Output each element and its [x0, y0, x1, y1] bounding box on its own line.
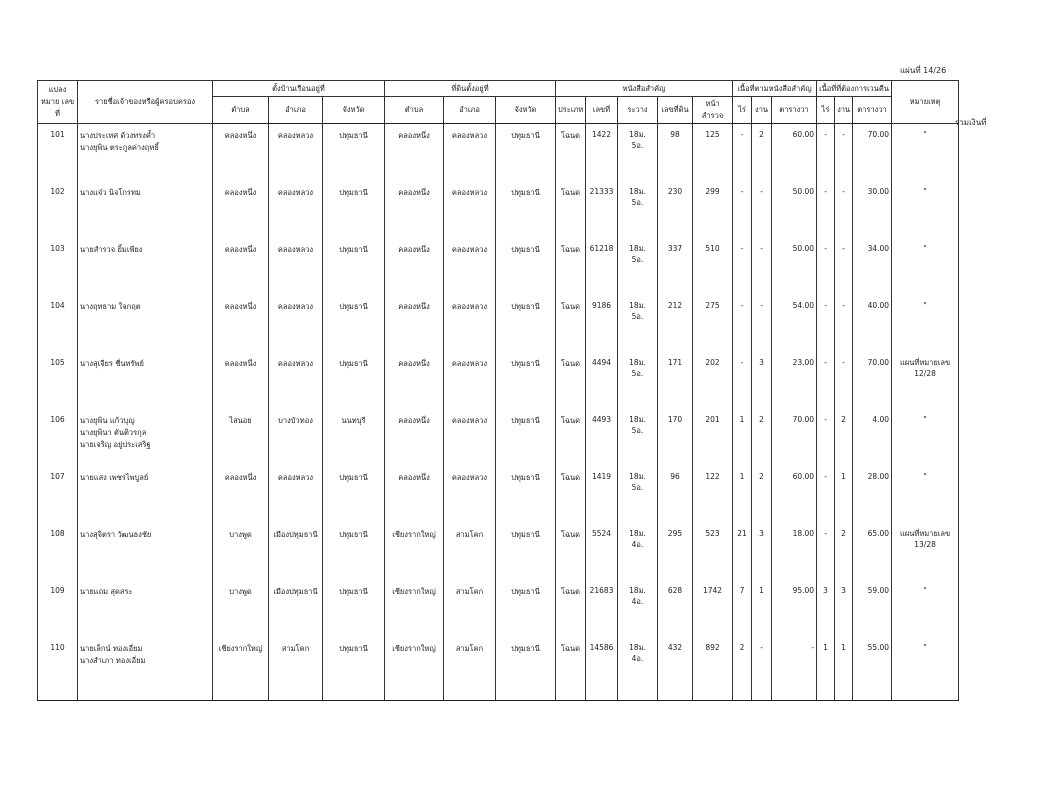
- owner-names-line: นางยุพิน แก้วบุญ: [80, 416, 135, 425]
- cell-deed-sqwa: 50.00: [772, 238, 817, 295]
- header-deed-area: เนื้อที่ตามหนังสือสำคัญ: [733, 81, 817, 97]
- cell-land-no: 170: [658, 409, 693, 466]
- cell-residence-tambon: คลองหนึ่ง: [213, 124, 269, 182]
- cell-volume: [618, 409, 658, 466]
- cell-doc-type: โฉนด: [556, 238, 586, 295]
- cell-residence-amphoe: คลองหลวง: [269, 295, 323, 352]
- cell-land-tambon: คลองหนึ่ง: [385, 352, 444, 409]
- cell-deed-rai: -: [733, 124, 752, 182]
- header-parcel-no: แปลง หมาย เลขที่: [38, 81, 78, 124]
- cell-land-changwat: ปทุมธานี: [496, 352, 556, 409]
- cell-residence-changwat: ปทุมธานี: [323, 295, 385, 352]
- cell-deed-sqwa: -: [772, 637, 817, 701]
- land-register-table: [37, 80, 959, 701]
- table-row: [38, 466, 959, 523]
- cell-doc-type: โฉนด: [556, 523, 586, 580]
- cell-doc-no: 1419: [586, 466, 618, 523]
- owner-names-line: นางสุเจียร ชื่นทรัพย์: [80, 359, 144, 368]
- cell-land-amphoe: คลองหลวง: [444, 409, 496, 466]
- header-take-sqwa: ตารางวา: [853, 97, 892, 124]
- cell-deed-ngan: -: [752, 637, 772, 701]
- cell-residence-tambon: คลองหนึ่ง: [213, 181, 269, 238]
- header-title-deed: หนังสือสำคัญ: [556, 81, 733, 97]
- header-residence-tambon: ตำบล: [213, 97, 269, 124]
- cell-residence-tambon: เชียงรากใหญ่: [213, 637, 269, 701]
- header-survey-page: หน้าสำรวจ: [693, 97, 733, 124]
- cell-land-no: 96: [658, 466, 693, 523]
- cell-owner-names: [78, 238, 213, 295]
- cell-survey-page: 125: [693, 124, 733, 182]
- volume-line: 5อ.: [631, 482, 644, 492]
- cell-residence-tambon: ไสนอย: [213, 409, 269, 466]
- cell-residence-amphoe: บางบัวทอง: [269, 409, 323, 466]
- header-residence-changwat: จังหวัด: [323, 97, 385, 124]
- cell-volume: [618, 580, 658, 637]
- cell-volume: [618, 238, 658, 295]
- cell-take-rai: -: [817, 466, 835, 523]
- table-row: [38, 580, 959, 637]
- cell-residence-tambon: บางพูด: [213, 580, 269, 637]
- cell-remark: [892, 181, 959, 238]
- table-row: [38, 409, 959, 466]
- cell-deed-rai: -: [733, 295, 752, 352]
- table-row: [38, 352, 959, 409]
- cell-remark: [892, 466, 959, 523]
- cell-residence-changwat: ปทุมธานี: [323, 352, 385, 409]
- cell-parcel-no: 110: [38, 637, 78, 701]
- cell-volume: [618, 466, 658, 523]
- table-row: [38, 523, 959, 580]
- cell-take-ngan: 3: [835, 580, 853, 637]
- cell-land-changwat: ปทุมธานี: [496, 637, 556, 701]
- cell-doc-no: 1422: [586, 124, 618, 182]
- cell-residence-changwat: ปทุมธานี: [323, 238, 385, 295]
- cell-survey-page: 122: [693, 466, 733, 523]
- cell-residence-amphoe: เมืองปทุมธานี: [269, 580, 323, 637]
- cell-land-changwat: ปทุมธานี: [496, 466, 556, 523]
- remark-line: 12/28: [914, 368, 936, 378]
- cell-parcel-no: 103: [38, 238, 78, 295]
- cell-parcel-no: 106: [38, 409, 78, 466]
- volume-line: 18ม.: [629, 301, 646, 310]
- volume-line: 4อ.: [631, 539, 644, 549]
- cell-survey-page: 275: [693, 295, 733, 352]
- cell-residence-amphoe: คลองหลวง: [269, 124, 323, 182]
- cell-residence-changwat: ปทุมธานี: [323, 466, 385, 523]
- cell-residence-amphoe: คลองหลวง: [269, 181, 323, 238]
- cell-take-ngan: -: [835, 352, 853, 409]
- volume-line: 18ม.: [629, 187, 646, 196]
- cell-volume: [618, 637, 658, 701]
- cell-remark: [892, 295, 959, 352]
- cell-take-sqwa: 28.00: [853, 466, 892, 523]
- header-land-tambon: ตำบล: [385, 97, 444, 124]
- cell-owner-names: [78, 352, 213, 409]
- cell-take-ngan: -: [835, 238, 853, 295]
- cell-take-ngan: 2: [835, 523, 853, 580]
- cell-land-amphoe: สามโคก: [444, 637, 496, 701]
- cell-remark: [892, 124, 959, 182]
- cell-deed-sqwa: 70.00: [772, 409, 817, 466]
- cell-survey-page: 523: [693, 523, 733, 580]
- cell-doc-type: โฉนด: [556, 409, 586, 466]
- cell-land-no: 295: [658, 523, 693, 580]
- owner-names-line: นายเจริญ อยู่ประเสริฐ: [80, 440, 151, 449]
- cell-land-amphoe: คลองหลวง: [444, 466, 496, 523]
- cell-take-rai: -: [817, 523, 835, 580]
- cell-parcel-no: 104: [38, 295, 78, 352]
- cell-residence-changwat: ปทุมธานี: [323, 637, 385, 701]
- cell-deed-sqwa: 23.00: [772, 352, 817, 409]
- volume-line: 18ม.: [629, 529, 646, 538]
- cell-doc-type: โฉนด: [556, 124, 586, 182]
- cell-deed-ngan: 2: [752, 409, 772, 466]
- cell-doc-no: 21333: [586, 181, 618, 238]
- owner-names-line: นายแถม สุดสระ: [80, 587, 133, 596]
- cell-deed-ngan: 3: [752, 523, 772, 580]
- volume-line: 4อ.: [631, 596, 644, 606]
- table-row: [38, 238, 959, 295]
- cell-volume: [618, 523, 658, 580]
- cell-doc-type: โฉนด: [556, 466, 586, 523]
- cell-volume: [618, 295, 658, 352]
- cell-doc-type: โฉนด: [556, 580, 586, 637]
- header-remark: หมายเหตุ: [892, 81, 959, 124]
- cell-remark: [892, 238, 959, 295]
- cell-take-rai: 3: [817, 580, 835, 637]
- header-land-no: เลขที่ดิน: [658, 97, 693, 124]
- volume-line: 5อ.: [631, 425, 644, 435]
- remark-line: ": [923, 244, 927, 253]
- volume-line: 18ม.: [629, 130, 646, 139]
- header-doc-no: เลขที่: [586, 97, 618, 124]
- cell-doc-no: 4493: [586, 409, 618, 466]
- cell-residence-changwat: นนทบุรี: [323, 409, 385, 466]
- cell-survey-page: 202: [693, 352, 733, 409]
- header-residence-amphoe: อำเภอ: [269, 97, 323, 124]
- cell-parcel-no: 102: [38, 181, 78, 238]
- cell-remark: [892, 523, 959, 580]
- cell-take-ngan: -: [835, 181, 853, 238]
- remark-line: 13/28: [914, 539, 936, 549]
- cell-parcel-no: 108: [38, 523, 78, 580]
- cell-owner-names: [78, 295, 213, 352]
- cell-owner-names: [78, 580, 213, 637]
- cell-take-rai: -: [817, 124, 835, 182]
- remark-line: ": [923, 130, 927, 139]
- side-note: รวมเงินที่: [955, 118, 987, 127]
- cell-take-rai: -: [817, 409, 835, 466]
- cell-take-sqwa: 40.00: [853, 295, 892, 352]
- cell-volume: [618, 124, 658, 182]
- owner-names-line: นายสำรวจ ยิ้มเพียง: [80, 245, 143, 254]
- cell-deed-rai: 2: [733, 637, 752, 701]
- volume-line: 18ม.: [629, 358, 646, 367]
- cell-land-tambon: คลองหนึ่ง: [385, 181, 444, 238]
- cell-land-tambon: คลองหนึ่ง: [385, 409, 444, 466]
- volume-line: 18ม.: [629, 643, 646, 652]
- cell-land-tambon: เชียงรากใหญ่: [385, 637, 444, 701]
- cell-land-no: 628: [658, 580, 693, 637]
- cell-residence-amphoe: สามโคก: [269, 637, 323, 701]
- table-row: [38, 181, 959, 238]
- cell-deed-sqwa: 18.00: [772, 523, 817, 580]
- cell-doc-no: 9186: [586, 295, 618, 352]
- volume-line: 18ม.: [629, 586, 646, 595]
- remark-line: ": [923, 586, 927, 595]
- cell-take-sqwa: 30.00: [853, 181, 892, 238]
- header-land-amphoe: อำเภอ: [444, 97, 496, 124]
- remark-line: ": [923, 301, 927, 310]
- cell-deed-rai: 7: [733, 580, 752, 637]
- remark-line: แผนที่หมายเลข: [900, 529, 951, 538]
- cell-volume: [618, 352, 658, 409]
- header-owner: รายชื่อเจ้าของหรือผู้ครอบครอง: [78, 81, 213, 124]
- cell-take-sqwa: 70.00: [853, 352, 892, 409]
- header-residence: ตั้งบ้านเรือนอยู่ที่: [213, 81, 385, 97]
- cell-take-sqwa: 59.00: [853, 580, 892, 637]
- cell-take-rai: -: [817, 295, 835, 352]
- cell-take-sqwa: 34.00: [853, 238, 892, 295]
- header-land-changwat: จังหวัด: [496, 97, 556, 124]
- cell-residence-tambon: คลองหนึ่ง: [213, 295, 269, 352]
- volume-line: 5อ.: [631, 140, 644, 150]
- header-deed-ngan: งาน: [752, 97, 772, 124]
- cell-take-sqwa: 4.00: [853, 409, 892, 466]
- cell-land-amphoe: คลองหลวง: [444, 352, 496, 409]
- cell-deed-ngan: -: [752, 238, 772, 295]
- cell-land-changwat: ปทุมธานี: [496, 409, 556, 466]
- cell-residence-changwat: ปทุมธานี: [323, 523, 385, 580]
- header-expropriation-area: เนื้อที่ที่ต้องการเวนคืน: [817, 81, 892, 97]
- cell-take-ngan: 1: [835, 637, 853, 701]
- cell-land-changwat: ปทุมธานี: [496, 238, 556, 295]
- cell-land-no: 212: [658, 295, 693, 352]
- cell-deed-sqwa: 50.00: [772, 181, 817, 238]
- remark-line: ": [923, 472, 927, 481]
- volume-line: 4อ.: [631, 653, 644, 663]
- cell-take-sqwa: 55.00: [853, 637, 892, 701]
- cell-land-amphoe: สามโคก: [444, 580, 496, 637]
- cell-residence-tambon: คลองหนึ่ง: [213, 352, 269, 409]
- cell-residence-changwat: ปทุมธานี: [323, 181, 385, 238]
- cell-parcel-no: 101: [38, 124, 78, 182]
- header-take-rai: ไร่: [817, 97, 835, 124]
- cell-deed-sqwa: 60.00: [772, 124, 817, 182]
- cell-doc-type: โฉนด: [556, 352, 586, 409]
- owner-names-line: นางสุจิตรา วัฒนธงชัย: [80, 530, 152, 539]
- cell-take-rai: -: [817, 181, 835, 238]
- cell-take-rai: -: [817, 238, 835, 295]
- cell-land-tambon: คลองหนึ่ง: [385, 295, 444, 352]
- cell-take-ngan: 1: [835, 466, 853, 523]
- cell-take-ngan: 2: [835, 409, 853, 466]
- table-row: [38, 295, 959, 352]
- cell-residence-amphoe: คลองหลวง: [269, 352, 323, 409]
- remark-line: ": [923, 187, 927, 196]
- cell-land-amphoe: คลองหลวง: [444, 124, 496, 182]
- cell-remark: [892, 352, 959, 409]
- table-row: [38, 637, 959, 701]
- cell-owner-names: [78, 124, 213, 182]
- cell-land-changwat: ปทุมธานี: [496, 523, 556, 580]
- cell-take-sqwa: 65.00: [853, 523, 892, 580]
- volume-line: 5อ.: [631, 368, 644, 378]
- owner-names-line: นางแจ๋ว นิจโกรทม: [80, 188, 141, 197]
- cell-land-amphoe: คลองหลวง: [444, 295, 496, 352]
- owner-names-line: นางยุพินา ตันติวรกุล: [80, 428, 147, 437]
- remark-line: ": [923, 643, 927, 652]
- cell-deed-rai: -: [733, 181, 752, 238]
- header-deed-rai: ไร่: [733, 97, 752, 124]
- volume-line: 5อ.: [631, 311, 644, 321]
- owner-names-line: นางประเทศ ด้วงทรงค้ำ: [80, 131, 156, 140]
- header-doc-type: ประเภท: [556, 97, 586, 124]
- cell-deed-sqwa: 60.00: [772, 466, 817, 523]
- cell-residence-amphoe: คลองหลวง: [269, 238, 323, 295]
- header-take-ngan: งาน: [835, 97, 853, 124]
- cell-parcel-no: 107: [38, 466, 78, 523]
- cell-parcel-no: 105: [38, 352, 78, 409]
- owner-names-line: นางฤทธาม ใจกฤต: [80, 302, 141, 311]
- cell-survey-page: 299: [693, 181, 733, 238]
- header-row-group: [38, 81, 959, 97]
- cell-residence-changwat: ปทุมธานี: [323, 580, 385, 637]
- cell-doc-no: 61218: [586, 238, 618, 295]
- header-volume: ระวาง: [618, 97, 658, 124]
- cell-deed-ngan: -: [752, 295, 772, 352]
- cell-residence-amphoe: เมืองปทุมธานี: [269, 523, 323, 580]
- volume-line: 5อ.: [631, 254, 644, 264]
- cell-residence-tambon: บางพูด: [213, 523, 269, 580]
- cell-deed-rai: 1: [733, 409, 752, 466]
- cell-land-tambon: เชียงรากใหญ่: [385, 580, 444, 637]
- cell-take-rai: 1: [817, 637, 835, 701]
- volume-line: 18ม.: [629, 244, 646, 253]
- cell-deed-ngan: 1: [752, 580, 772, 637]
- header-land-location: ที่ดินตั้งอยู่ที่: [385, 81, 556, 97]
- cell-deed-ngan: -: [752, 181, 772, 238]
- cell-doc-no: 14586: [586, 637, 618, 701]
- cell-owner-names: [78, 466, 213, 523]
- cell-survey-page: 1742: [693, 580, 733, 637]
- cell-residence-amphoe: คลองหลวง: [269, 466, 323, 523]
- remark-line: ": [923, 415, 927, 424]
- cell-deed-ngan: 2: [752, 124, 772, 182]
- cell-land-changwat: ปทุมธานี: [496, 124, 556, 182]
- cell-land-tambon: คลองหนึ่ง: [385, 238, 444, 295]
- cell-deed-rai: -: [733, 352, 752, 409]
- cell-doc-no: 21683: [586, 580, 618, 637]
- cell-owner-names: [78, 181, 213, 238]
- cell-deed-rai: 1: [733, 466, 752, 523]
- cell-land-no: 98: [658, 124, 693, 182]
- volume-line: 18ม.: [629, 415, 646, 424]
- cell-land-amphoe: คลองหลวง: [444, 238, 496, 295]
- table-row: [38, 124, 959, 182]
- cell-doc-type: โฉนด: [556, 295, 586, 352]
- cell-owner-names: [78, 409, 213, 466]
- cell-take-sqwa: 70.00: [853, 124, 892, 182]
- cell-land-no: 337: [658, 238, 693, 295]
- owner-names-line: นายเล็กน์ ทองเอี่ยม: [80, 644, 143, 653]
- volume-line: 18ม.: [629, 472, 646, 481]
- owner-names-line: นายแสง เพชรไพบูลย์: [80, 473, 149, 482]
- cell-take-rai: -: [817, 352, 835, 409]
- table-body: [38, 124, 959, 701]
- cell-deed-rai: 21: [733, 523, 752, 580]
- cell-take-ngan: -: [835, 124, 853, 182]
- header-deed-sqwa: ตารางวา: [772, 97, 817, 124]
- cell-remark: [892, 580, 959, 637]
- cell-remark: [892, 409, 959, 466]
- cell-deed-sqwa: 54.00: [772, 295, 817, 352]
- cell-land-changwat: ปทุมธานี: [496, 181, 556, 238]
- cell-remark: [892, 637, 959, 701]
- cell-land-no: 432: [658, 637, 693, 701]
- remark-line: แผนที่หมายเลข: [900, 358, 951, 367]
- cell-residence-changwat: ปทุมธานี: [323, 124, 385, 182]
- cell-land-changwat: ปทุมธานี: [496, 580, 556, 637]
- cell-volume: [618, 181, 658, 238]
- owner-names-line: นางสำเภา ทองเอี่ยม: [80, 656, 146, 665]
- cell-land-tambon: คลองหนึ่ง: [385, 466, 444, 523]
- cell-land-no: 171: [658, 352, 693, 409]
- cell-survey-page: 201: [693, 409, 733, 466]
- cell-residence-tambon: คลองหนึ่ง: [213, 466, 269, 523]
- cell-land-tambon: คลองหนึ่ง: [385, 124, 444, 182]
- cell-survey-page: 510: [693, 238, 733, 295]
- cell-deed-ngan: 2: [752, 466, 772, 523]
- cell-residence-tambon: คลองหนึ่ง: [213, 238, 269, 295]
- cell-land-tambon: เชียงรากใหญ่: [385, 523, 444, 580]
- cell-land-amphoe: สามโคก: [444, 523, 496, 580]
- cell-deed-sqwa: 95.00: [772, 580, 817, 637]
- owner-names-line: นางยุพิน ตระกูลค่างฤทธิ์: [80, 143, 159, 152]
- cell-owner-names: [78, 637, 213, 701]
- cell-deed-rai: -: [733, 238, 752, 295]
- page-number: แผ่นที่ 14/26: [900, 66, 947, 75]
- cell-doc-no: 5524: [586, 523, 618, 580]
- cell-deed-ngan: 3: [752, 352, 772, 409]
- volume-line: 5อ.: [631, 197, 644, 207]
- cell-doc-type: โฉนด: [556, 637, 586, 701]
- cell-land-amphoe: คลองหลวง: [444, 181, 496, 238]
- cell-owner-names: [78, 523, 213, 580]
- cell-parcel-no: 109: [38, 580, 78, 637]
- cell-doc-type: โฉนด: [556, 181, 586, 238]
- cell-survey-page: 892: [693, 637, 733, 701]
- cell-take-ngan: -: [835, 295, 853, 352]
- cell-doc-no: 4494: [586, 352, 618, 409]
- cell-land-changwat: ปทุมธานี: [496, 295, 556, 352]
- cell-land-no: 230: [658, 181, 693, 238]
